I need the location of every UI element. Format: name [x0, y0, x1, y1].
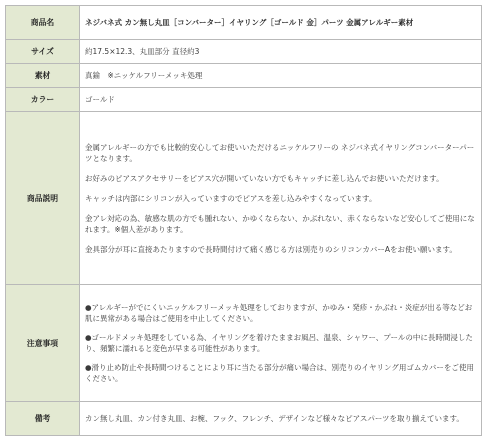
- row-description: [6, 112, 482, 285]
- value-material: 真鍮 ※ニッケルフリーメッキ処理: [80, 64, 482, 88]
- label-material: 素材: [6, 64, 80, 88]
- value-notes: [80, 285, 482, 402]
- notes-paragraph: ●アレルギーがでにくいニッケルフリーメッキ処理をしておりますが、かゆみ・発疹・かぶれ・炎症が出る等などお肌に異常がある場合はご使用を中止してください。: [85, 303, 473, 323]
- label-size: サイズ: [6, 40, 80, 64]
- row-product-name: [6, 6, 482, 40]
- row-remarks: [6, 402, 482, 436]
- value-remarks: カン無し丸皿、カン付き丸皿、お椀、フック、フレンチ、デザインなど様々なピアスパーツを取り揃えています。: [80, 402, 482, 436]
- notes-paragraph: ●ゴールドメッキ処理をしている為、イヤリングを着けたままお風呂、温泉、シャワー、プールの中に長時間浸したり、頻繁に濡れると変色が早まる可能性があります。: [85, 333, 473, 353]
- row-size: [6, 40, 482, 64]
- value-description: [80, 112, 482, 285]
- description-paragraph: 金属アレルギーの方でも比較的安心してお使いいただけるニッケルフリーの ネジバネ式イヤリングコンバーターパーツとなります。: [85, 142, 475, 163]
- value-size: 約17.5×12.3、丸皿部分 直径約3: [80, 40, 482, 64]
- label-description: 商品説明: [6, 112, 80, 285]
- description-paragraph: 金アレ対応の為、敏感な肌の方でも腫れない、かゆくならない、かぶれない、赤くならないなど安心してご使用になれます。※個人差があります。: [85, 213, 475, 234]
- row-material: [6, 64, 482, 88]
- notes-paragraph: ●滑り止め防止や長時間つけることにより耳に当たる部分が痛い場合は、別売りのイヤリング用ゴムカバーをご使用ください。: [85, 363, 474, 383]
- description-paragraph: 金具部分が耳に直接あたりますので長時間付けて痛く感じる方は別売りのシリコンカバーAをお使い願います。: [85, 244, 457, 254]
- description-paragraph: お好みのピアスアクセサリーをピアス穴が開いていない方でもキャッチに差し込んでお使いいただけます。: [85, 173, 444, 183]
- row-notes: [6, 285, 482, 402]
- description-paragraph: キャッチは内部にシリコンが入っていますのでピアスを差し込みやすくなっています。: [85, 193, 377, 203]
- value-product-name: ネジバネ式 カン無し丸皿［コンバーター］イヤリング［ゴールド 金］パーツ 金属アレルギー素材: [80, 6, 482, 40]
- label-color: カラー: [6, 88, 80, 112]
- label-remarks: 備考: [6, 402, 80, 436]
- value-color: ゴールド: [80, 88, 482, 112]
- label-product-name: 商品名: [6, 6, 80, 40]
- product-spec-table: [5, 5, 482, 436]
- row-color: [6, 88, 482, 112]
- label-notes: 注意事項: [6, 285, 80, 402]
